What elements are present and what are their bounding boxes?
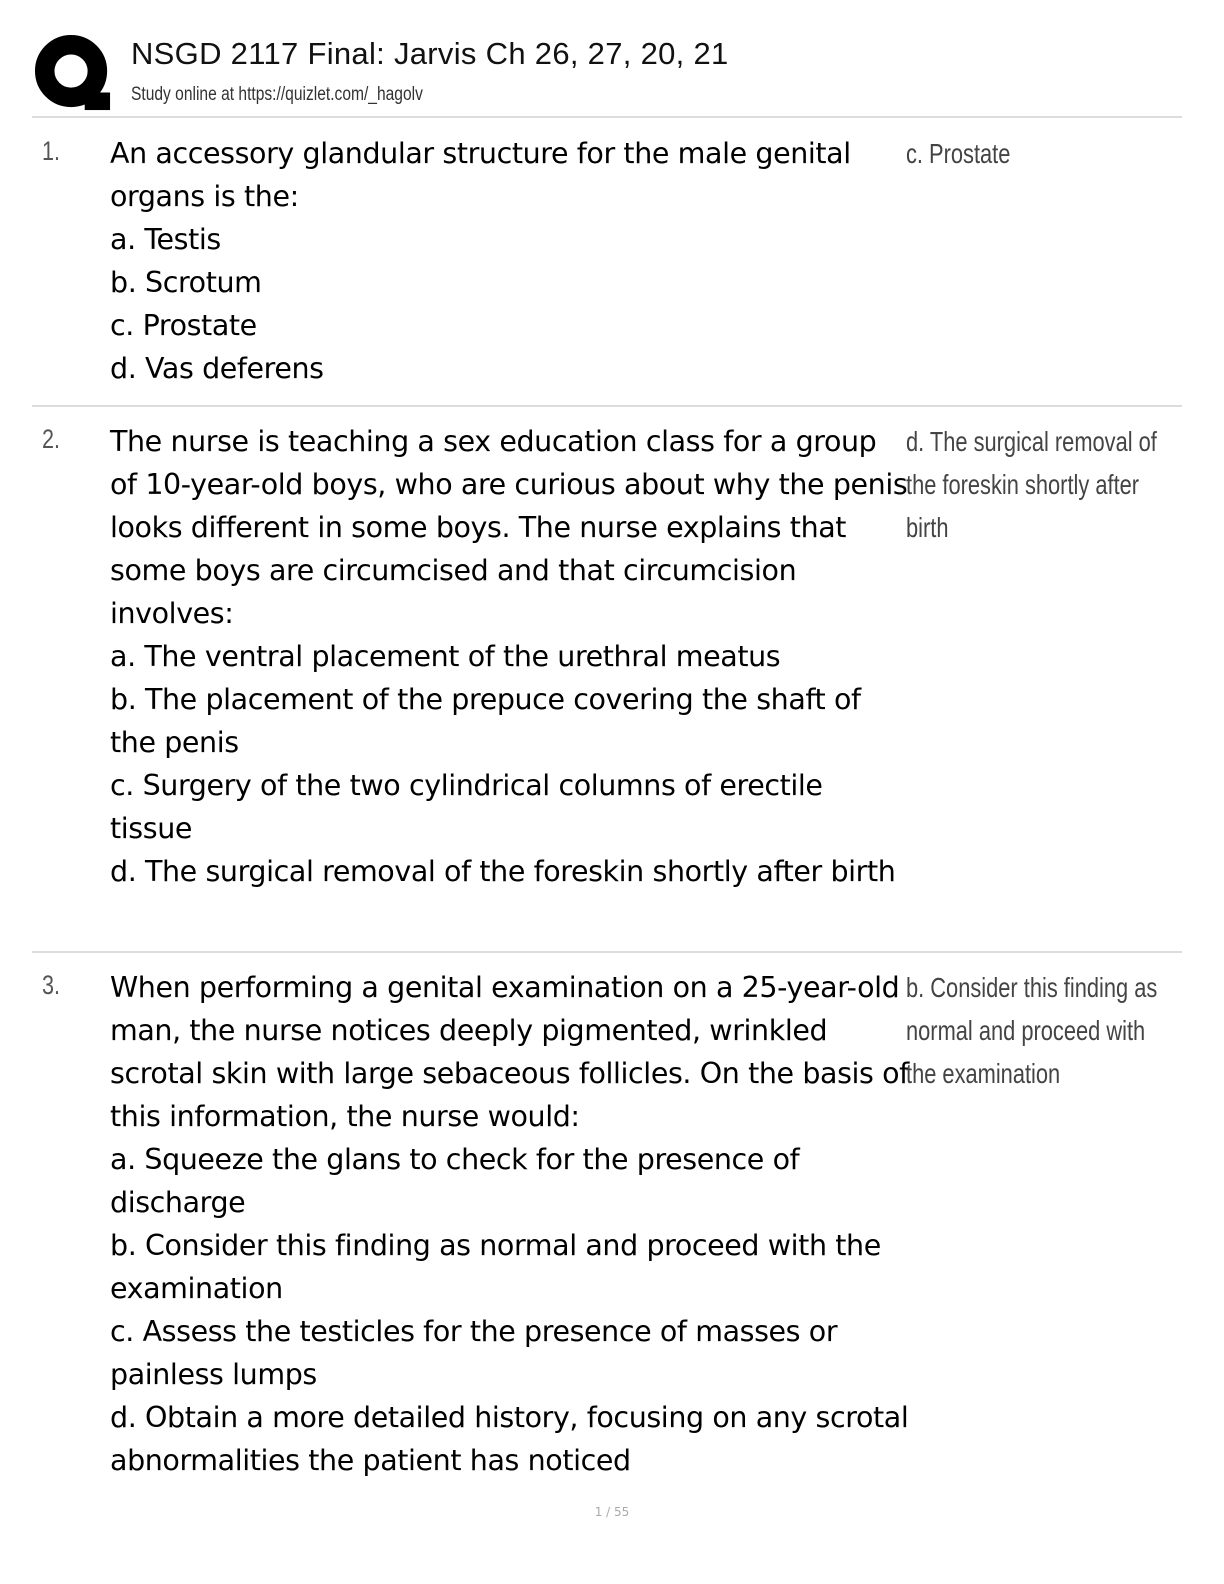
- option: d. The surgical removal of the foreskin shortly after birth: [110, 855, 896, 888]
- page-number: 1 / 55: [594, 1505, 630, 1519]
- option: d. Vas deferens: [110, 352, 324, 385]
- option: a. Testis: [110, 223, 221, 256]
- option: a. Squeeze the glans to check for the presence of discharge: [110, 1143, 800, 1219]
- option: c. Surgery of the two cylindrical columns of erectile tissue: [110, 769, 823, 845]
- question-stem: When performing a genital examination on a 25-year-old man, the nurse notices deeply pigmented, wrinkled scrotal skin with large sebaceous follicles. On the basis of this information, the nurse would:: [110, 971, 909, 1133]
- answer: b. Consider this finding as normal and proceed with the examination: [906, 972, 1158, 1089]
- divider: [32, 951, 1182, 953]
- option: b. Scrotum: [110, 266, 262, 299]
- option: b. Consider this finding as normal and proceed with the examination: [110, 1229, 881, 1305]
- quizlet-logo-icon: [34, 34, 112, 112]
- answer: d. The surgical removal of the foreskin shortly after birth: [906, 426, 1157, 543]
- question-stem: The nurse is teaching a sex education class for a group of 10-year-old boys, who are curious about why the penis looks different in some boys. The nurse explains that some boys are circumcised and that circumcision involves:: [110, 425, 908, 630]
- page-title: NSGD 2117 Final: Jarvis Ch 26, 27, 20, 21: [131, 36, 729, 71]
- answer: c. Prostate: [906, 138, 1011, 169]
- option: d. Obtain a more detailed history, focusing on any scrotal abnormalities the patient has noticed: [110, 1401, 909, 1477]
- card-number: 2.: [42, 424, 61, 454]
- study-link[interactable]: Study online at https://quizlet.com/_hagolv: [131, 84, 423, 105]
- divider: [32, 405, 1182, 407]
- divider: [32, 116, 1182, 118]
- question: [110, 420, 910, 893]
- option: c. Assess the testicles for the presence of masses or painless lumps: [110, 1315, 838, 1391]
- option: b. The placement of the prepuce covering the shaft of the penis: [110, 683, 861, 759]
- card-number: 1.: [42, 136, 61, 166]
- option: a. The ventral placement of the urethral meatus: [110, 640, 781, 673]
- card-number: 3.: [42, 970, 61, 1000]
- question-stem: An accessory glandular structure for the male genital organs is the:: [110, 137, 851, 213]
- question: [110, 966, 910, 1482]
- question: [110, 132, 910, 390]
- option: c. Prostate: [110, 309, 257, 342]
